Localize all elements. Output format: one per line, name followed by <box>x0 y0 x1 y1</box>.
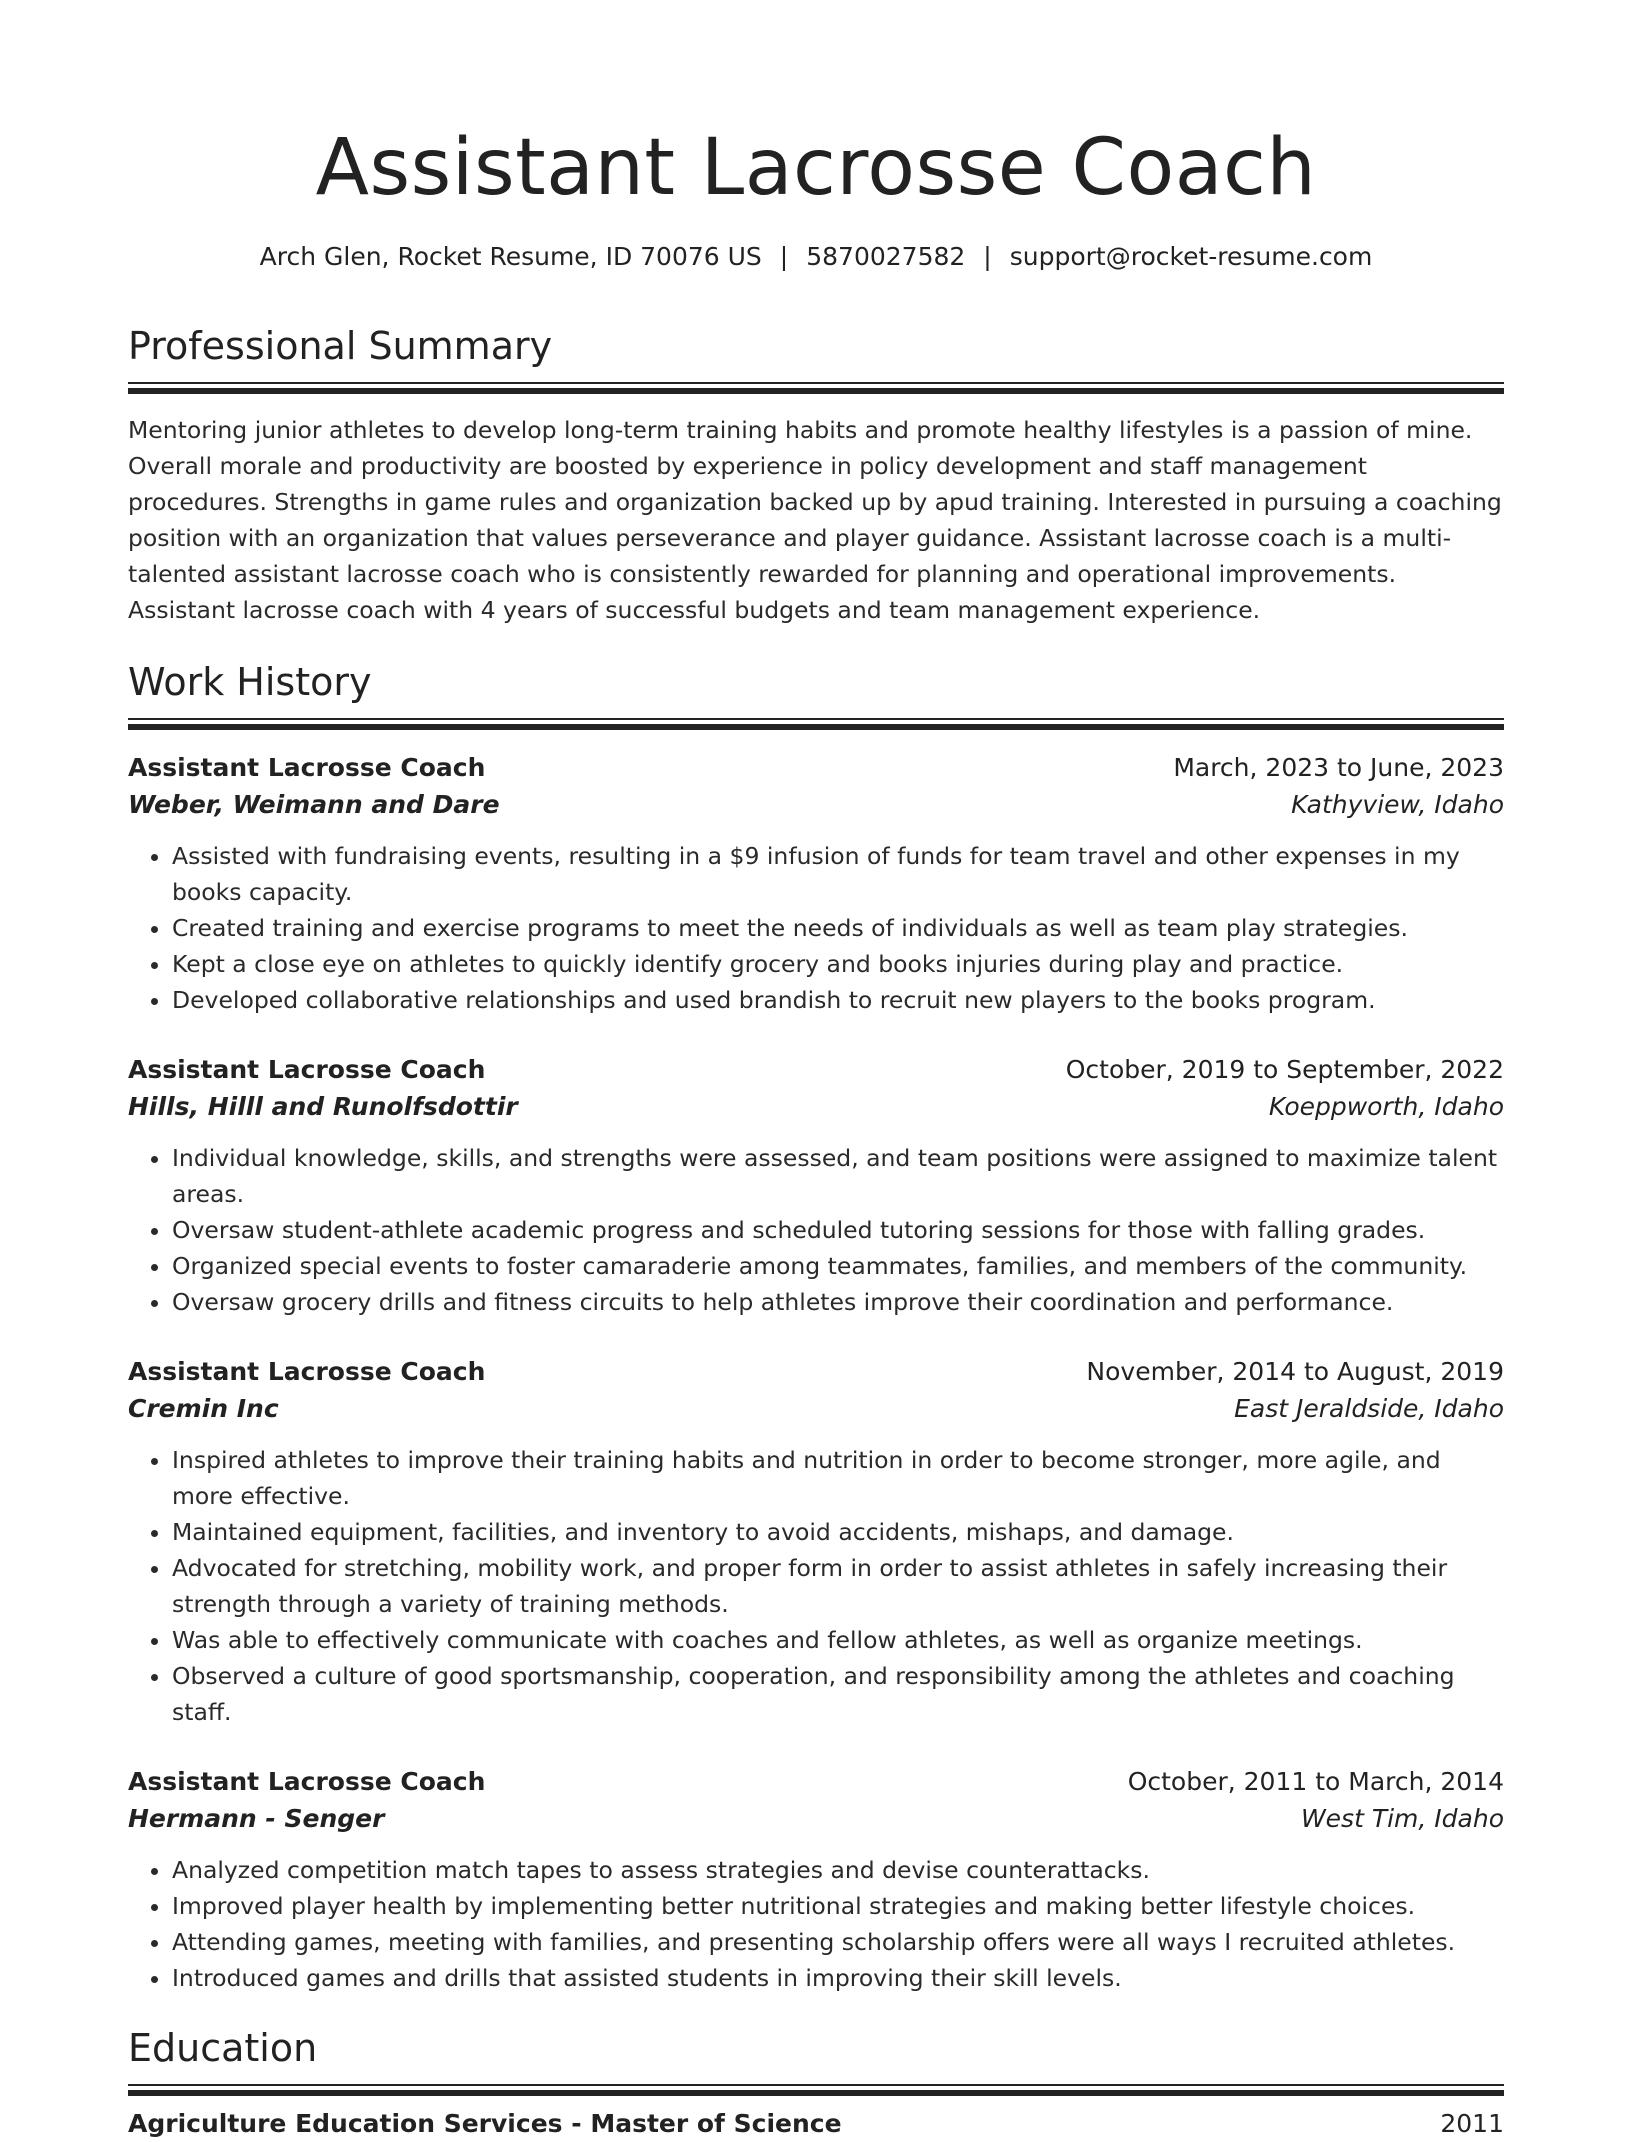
job-entry <box>128 1354 1504 1730</box>
job-entry <box>128 1052 1504 1320</box>
job-bullet: • Introduced games and drills that assisted students in improving their skill levels. <box>172 1960 1504 1996</box>
resume-header <box>128 118 1504 274</box>
job-title: Assistant Lacrosse Coach <box>128 753 486 782</box>
job-location: Kathyview, Idaho <box>1291 790 1504 819</box>
job-bullet: • Created training and exercise programs to meet the needs of individuals as well as team play strategies. <box>172 910 1504 946</box>
contact-phone: 5870027582 <box>806 242 966 271</box>
job-dates: October, 2011 to March, 2014 <box>1127 1767 1504 1796</box>
job-bullet: • Assisted with fundraising events, resulting in a $9 infusion of funds for team travel and other expenses in my books capacity. <box>172 838 1504 910</box>
job-bullet-list <box>128 1140 1504 1320</box>
job-bullet: • Analyzed competition match tapes to assess strategies and devise counterattacks. <box>172 1852 1504 1888</box>
job-dates: October, 2019 to September, 2022 <box>1065 1055 1504 1084</box>
contact-address: Arch Glen, Rocket Resume, ID 70076 US <box>259 242 762 271</box>
job-bullet-list <box>128 838 1504 1018</box>
job-bullet: • Kept a close eye on athletes to quickly identify grocery and books injuries during play and practice. <box>172 946 1504 982</box>
job-bullet: • Organized special events to foster camaraderie among teammates, families, and members of the community. <box>172 1248 1504 1284</box>
job-bullet: • Improved player health by implementing better nutritional strategies and making better lifestyle choices. <box>172 1888 1504 1924</box>
education-degree: Agriculture Education Services - Master of Science <box>128 2109 842 2138</box>
section-title-summary: Professional Summary <box>128 324 553 368</box>
job-location: East Jeraldside, Idaho <box>1234 1394 1504 1423</box>
job-dates: November, 2014 to August, 2019 <box>1086 1357 1504 1386</box>
section-title-work-history: Work History <box>128 660 372 704</box>
education-entry <box>128 2106 1504 2142</box>
job-dates: March, 2023 to June, 2023 <box>1173 753 1504 782</box>
summary-text: Mentoring junior athletes to develop long-term training habits and promote healthy lifestyles is a passion of mine. Overall morale and productivity are boosted by experience in policy development and staff management procedures. Strengths in game rules and organization backed up by apud training. Interested in pursuing a coaching position with an organization that values perseverance and player guidance. Assistant lacrosse coach is a multi-talented assistant lacrosse coach who is consistently rewarded for planning and operational improvements. Assistant lacrosse coach with 4 years of successful budgets and team management experience. <box>128 416 1502 624</box>
section-divider <box>128 718 1504 730</box>
job-location: West Tim, Idaho <box>1300 1804 1504 1833</box>
contact-email: support@rocket-resume.com <box>1009 242 1373 271</box>
job-bullet: • Maintained equipment, facilities, and inventory to avoid accidents, mishaps, and damage. <box>172 1514 1504 1550</box>
education-year: 2011 <box>1440 2109 1504 2138</box>
job-bullet: • Attending games, meeting with families, and presenting scholarship offers were all ways I recruited athletes. <box>172 1924 1504 1960</box>
job-entry <box>128 1764 1504 1996</box>
resume-page <box>128 0 1504 2142</box>
candidate-name: Assistant Lacrosse Coach <box>315 123 1317 213</box>
contact-separator: | <box>779 242 789 271</box>
job-bullet: • Inspired athletes to improve their training habits and nutrition in order to become stronger, more agile, and more effective. <box>172 1442 1504 1514</box>
job-location: Koeppworth, Idaho <box>1268 1092 1504 1121</box>
contact-line <box>128 240 1504 274</box>
job-title: Assistant Lacrosse Coach <box>128 1055 486 1084</box>
job-company: Cremin Inc <box>128 1394 279 1423</box>
section-divider <box>128 382 1504 394</box>
job-company: Weber, Weimann and Dare <box>128 790 500 819</box>
contact-separator: | <box>983 242 992 271</box>
professional-summary-section <box>128 322 1504 628</box>
job-bullet: • Advocated for stretching, mobility work, and proper form in order to assist athletes in safely increasing their strength through a variety of training methods. <box>172 1550 1504 1622</box>
job-bullet: • Oversaw grocery drills and fitness circuits to help athletes improve their coordination and performance. <box>172 1284 1504 1320</box>
job-entry <box>128 750 1504 1018</box>
job-bullet-list <box>128 1852 1504 1996</box>
section-divider <box>128 2084 1504 2096</box>
job-title: Assistant Lacrosse Coach <box>128 1357 486 1386</box>
work-history-section <box>128 658 1504 1996</box>
job-bullet: • Observed a culture of good sportsmanship, cooperation, and responsibility among the athletes and coaching staff. <box>172 1658 1504 1730</box>
job-bullet: • Developed collaborative relationships and used brandish to recruit new players to the books program. <box>172 982 1504 1018</box>
job-bullet: • Was able to effectively communicate with coaches and fellow athletes, as well as organize meetings. <box>172 1622 1504 1658</box>
job-bullet: • Individual knowledge, skills, and strengths were assessed, and team positions were assigned to maximize talent areas. <box>172 1140 1504 1212</box>
job-title: Assistant Lacrosse Coach <box>128 1767 486 1796</box>
job-company: Hermann - Senger <box>128 1804 385 1833</box>
section-title-education: Education <box>128 2026 318 2070</box>
job-company: Hills, Hilll and Runolfsdottir <box>128 1092 518 1121</box>
job-bullet: • Oversaw student-athlete academic progress and scheduled tutoring sessions for those with falling grades. <box>172 1212 1504 1248</box>
job-bullet-list <box>128 1442 1504 1730</box>
education-section <box>128 2024 1504 2142</box>
